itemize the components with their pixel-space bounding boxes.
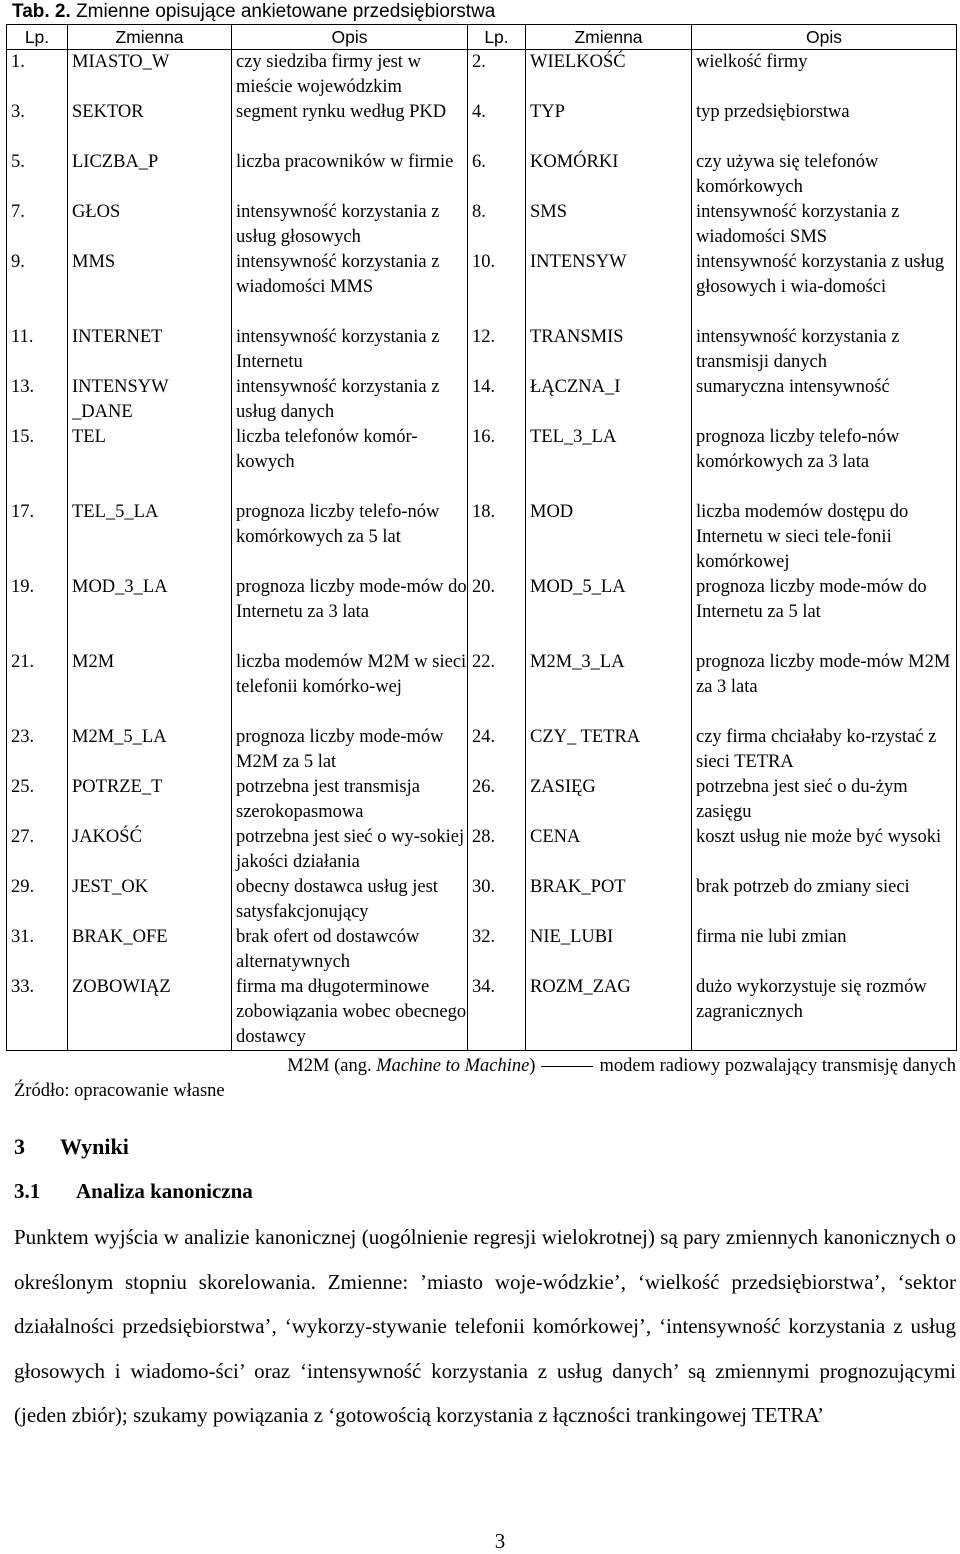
- cell-variable-right: BRAK_POT: [526, 875, 692, 925]
- table-row: [7, 575, 957, 650]
- cell-variable-left: INTENSYW _DANE: [68, 375, 232, 425]
- cell-variable-right: WIELKOŚĆ: [526, 50, 692, 101]
- header-lp-right: Lp.: [468, 25, 526, 50]
- table-row: [7, 650, 957, 725]
- cell-variable-right: MOD: [526, 500, 692, 575]
- cell-lp-left: 21.: [7, 650, 68, 725]
- cell-description-right: czy firma chciałaby ko-rzystać z sieci TETRA: [692, 725, 957, 775]
- section-number: 3: [14, 1134, 25, 1159]
- cell-variable-left: MMS: [68, 250, 232, 325]
- cell-description-left: obecny dostawca usług jest satysfakcjonujący: [232, 875, 468, 925]
- cell-lp-left: 31.: [7, 925, 68, 975]
- table-row: [7, 925, 957, 975]
- table-row: [7, 100, 957, 150]
- cell-description-left: intensywność korzystania z wiadomości MMS: [232, 250, 468, 325]
- cell-description-left: liczba telefonów komór-kowych: [232, 425, 468, 500]
- table-row: [7, 500, 957, 575]
- cell-variable-right: ROZM_ZAG: [526, 975, 692, 1051]
- table-row: [7, 875, 957, 925]
- cell-variable-left: M2M: [68, 650, 232, 725]
- cell-lp-right: 4.: [468, 100, 526, 150]
- cell-lp-left: 11.: [7, 325, 68, 375]
- table-body: [7, 50, 957, 1051]
- cell-lp-left: 33.: [7, 975, 68, 1051]
- cell-description-left: liczba pracowników w firmie: [232, 150, 468, 200]
- header-description-left: Opis: [232, 25, 468, 50]
- cell-description-right: potrzebna jest sieć o du-żym zasięgu: [692, 775, 957, 825]
- cell-lp-right: 26.: [468, 775, 526, 825]
- table-row: [7, 50, 957, 101]
- cell-description-right: prognoza liczby mode-mów M2M za 3 lata: [692, 650, 957, 725]
- cell-lp-left: 29.: [7, 875, 68, 925]
- cell-variable-right: NIE_LUBI: [526, 925, 692, 975]
- section-heading: [14, 1133, 129, 1161]
- cell-variable-right: M2M_3_LA: [526, 650, 692, 725]
- table-row: [7, 425, 957, 500]
- table-row: [7, 825, 957, 875]
- cell-variable-left: INTERNET: [68, 325, 232, 375]
- note-italic: Machine to Machine: [376, 1056, 530, 1076]
- cell-description-right: intensywność korzystania z usług głosowych i wia-domości: [692, 250, 957, 325]
- cell-variable-right: CENA: [526, 825, 692, 875]
- table-row: [7, 775, 957, 825]
- cell-lp-left: 15.: [7, 425, 68, 500]
- cell-description-left: prognoza liczby mode-mów M2M za 5 lat: [232, 725, 468, 775]
- cell-description-right: sumaryczna intensywność: [692, 375, 957, 425]
- cell-lp-left: 7.: [7, 200, 68, 250]
- subsection-heading: [14, 1177, 253, 1205]
- cell-lp-right: 32.: [468, 925, 526, 975]
- cell-lp-right: 2.: [468, 50, 526, 101]
- cell-description-left: intensywność korzystania z Internetu: [232, 325, 468, 375]
- cell-description-right: liczba modemów dostępu do Internetu w sieci tele-fonii komórkowej: [692, 500, 957, 575]
- cell-variable-right: TEL_3_LA: [526, 425, 692, 500]
- cell-description-right: prognoza liczby telefo-nów komórkowych za 3 lata: [692, 425, 957, 500]
- cell-description-right: intensywność korzystania z transmisji danych: [692, 325, 957, 375]
- header-variable-left: Zmienna: [68, 25, 232, 50]
- table-row: [7, 150, 957, 200]
- cell-lp-right: 18.: [468, 500, 526, 575]
- cell-lp-left: 5.: [7, 150, 68, 200]
- note-rest: modem radiowy pozwalający transmisję danych: [599, 1056, 956, 1076]
- cell-variable-left: TEL: [68, 425, 232, 500]
- cell-lp-left: 9.: [7, 250, 68, 325]
- cell-lp-right: 6.: [468, 150, 526, 200]
- cell-lp-left: 19.: [7, 575, 68, 650]
- subsection-title: Analiza kanoniczna: [76, 1179, 253, 1203]
- cell-variable-right: TYP: [526, 100, 692, 150]
- cell-lp-right: 30.: [468, 875, 526, 925]
- cell-lp-right: 14.: [468, 375, 526, 425]
- table-caption-label: Tab. 2.: [12, 1, 71, 22]
- cell-description-left: firma ma długoterminowe zobowiązania wobec obecnego dostawcy: [232, 975, 468, 1051]
- header-variable-right: Zmienna: [526, 25, 692, 50]
- table-row: [7, 975, 957, 1051]
- cell-lp-right: 20.: [468, 575, 526, 650]
- cell-lp-left: 17.: [7, 500, 68, 575]
- variables-table: [6, 24, 957, 1051]
- table-caption: [12, 0, 495, 24]
- cell-description-left: potrzebna jest transmisja szerokopasmowa: [232, 775, 468, 825]
- note-suffix: ): [529, 1056, 536, 1076]
- cell-variable-left: TEL_5_LA: [68, 500, 232, 575]
- cell-variable-right: ZASIĘG: [526, 775, 692, 825]
- source-line: Źródło: opracowanie własne: [14, 1081, 225, 1101]
- cell-description-right: brak potrzeb do zmiany sieci: [692, 875, 957, 925]
- cell-variable-left: JAKOŚĆ: [68, 825, 232, 875]
- cell-lp-right: 24.: [468, 725, 526, 775]
- cell-variable-left: M2M_5_LA: [68, 725, 232, 775]
- table-row: [7, 375, 957, 425]
- header-description-right: Opis: [692, 25, 957, 50]
- cell-variable-left: JEST_OK: [68, 875, 232, 925]
- cell-variable-left: SEKTOR: [68, 100, 232, 150]
- cell-variable-right: ŁĄCZNA_I: [526, 375, 692, 425]
- cell-description-left: brak ofert od dostawców alternatywnych: [232, 925, 468, 975]
- cell-variable-left: ZOBOWIĄZ: [68, 975, 232, 1051]
- cell-variable-right: MOD_5_LA: [526, 575, 692, 650]
- cell-variable-left: GŁOS: [68, 200, 232, 250]
- cell-description-right: firma nie lubi zmian: [692, 925, 957, 975]
- em-dash-line: [541, 1066, 593, 1067]
- cell-variable-left: MIASTO_W: [68, 50, 232, 101]
- table-row: [7, 325, 957, 375]
- cell-variable-left: POTRZE_T: [68, 775, 232, 825]
- cell-description-left: intensywność korzystania z usług danych: [232, 375, 468, 425]
- cell-lp-right: 8.: [468, 200, 526, 250]
- cell-lp-left: 3.: [7, 100, 68, 150]
- cell-description-right: koszt usług nie może być wysoki: [692, 825, 957, 875]
- table-row: [7, 200, 957, 250]
- cell-description-right: czy używa się telefonów komórkowych: [692, 150, 957, 200]
- table-row: [7, 725, 957, 775]
- cell-lp-left: 25.: [7, 775, 68, 825]
- cell-variable-right: CZY_ TETRA: [526, 725, 692, 775]
- cell-description-left: prognoza liczby mode-mów do Internetu za 3 lata: [232, 575, 468, 650]
- cell-description-left: prognoza liczby telefo-nów komórkowych za 5 lat: [232, 500, 468, 575]
- cell-description-right: wielkość firmy: [692, 50, 957, 101]
- cell-description-left: potrzebna jest sieć o wy-sokiej jakości działania: [232, 825, 468, 875]
- cell-description-right: typ przedsiębiorstwa: [692, 100, 957, 150]
- cell-lp-left: 13.: [7, 375, 68, 425]
- cell-variable-right: KOMÓRKI: [526, 150, 692, 200]
- cell-variable-right: TRANSMIS: [526, 325, 692, 375]
- cell-description-left: segment rynku według PKD: [232, 100, 468, 150]
- body-paragraph: Punktem wyjścia w analizie kanonicznej (uogólnienie regresji wielokrotnej) są pary zmiennych kanonicznych o określonym stopniu skorelowania. Zmienne: ’miasto woje-wódzkie’, ‘wielkość przedsiębiorstwa’, ‘sektor działalności przedsiębiorstwa’, ‘wykorzy-stywanie telefonii komórkowej’, ‘intensywność korzystania z usług głosowych i wiadomo-ści’ oraz ‘intensywność korzystania z usług danych’ są zmiennymi prognozującymi (jeden zbiór); szukamy powiązania z ‘gotowością korzystania z łączności trankingowej TETRA’: [14, 1225, 956, 1428]
- header-lp-left: Lp.: [7, 25, 68, 50]
- cell-lp-left: 27.: [7, 825, 68, 875]
- cell-description-left: intensywność korzystania z usług głosowych: [232, 200, 468, 250]
- cell-description-left: liczba modemów M2M w sieci telefonii komórko-wej: [232, 650, 468, 725]
- cell-description-right: intensywność korzystania z wiadomości SMS: [692, 200, 957, 250]
- cell-description-right: dużo wykorzystuje się rozmów zagranicznych: [692, 975, 957, 1051]
- cell-lp-right: 16.: [468, 425, 526, 500]
- note-prefix: M2M (ang.: [287, 1056, 372, 1076]
- m2m-note: [0, 1054, 956, 1079]
- cell-lp-left: 1.: [7, 50, 68, 101]
- section-title: Wyniki: [60, 1134, 129, 1159]
- table-row: [7, 250, 957, 325]
- cell-lp-right: 10.: [468, 250, 526, 325]
- cell-variable-left: MOD_3_LA: [68, 575, 232, 650]
- cell-lp-right: 34.: [468, 975, 526, 1051]
- table-caption-text: Zmienne opisujące ankietowane przedsiębiorstwa: [76, 1, 496, 22]
- cell-description-left: czy siedziba firmy jest w mieście wojewódzkim: [232, 50, 468, 101]
- cell-variable-right: SMS: [526, 200, 692, 250]
- page-number: 3: [494, 1529, 506, 1553]
- cell-variable-left: BRAK_OFE: [68, 925, 232, 975]
- cell-variable-right: INTENSYW: [526, 250, 692, 325]
- cell-description-right: prognoza liczby mode-mów do Internetu za 5 lat: [692, 575, 957, 650]
- cell-lp-right: 28.: [468, 825, 526, 875]
- cell-lp-right: 22.: [468, 650, 526, 725]
- table-header-row: [7, 25, 957, 50]
- cell-lp-left: 23.: [7, 725, 68, 775]
- subsection-number: 3.1: [14, 1179, 41, 1203]
- cell-variable-left: LICZBA_P: [68, 150, 232, 200]
- cell-lp-right: 12.: [468, 325, 526, 375]
